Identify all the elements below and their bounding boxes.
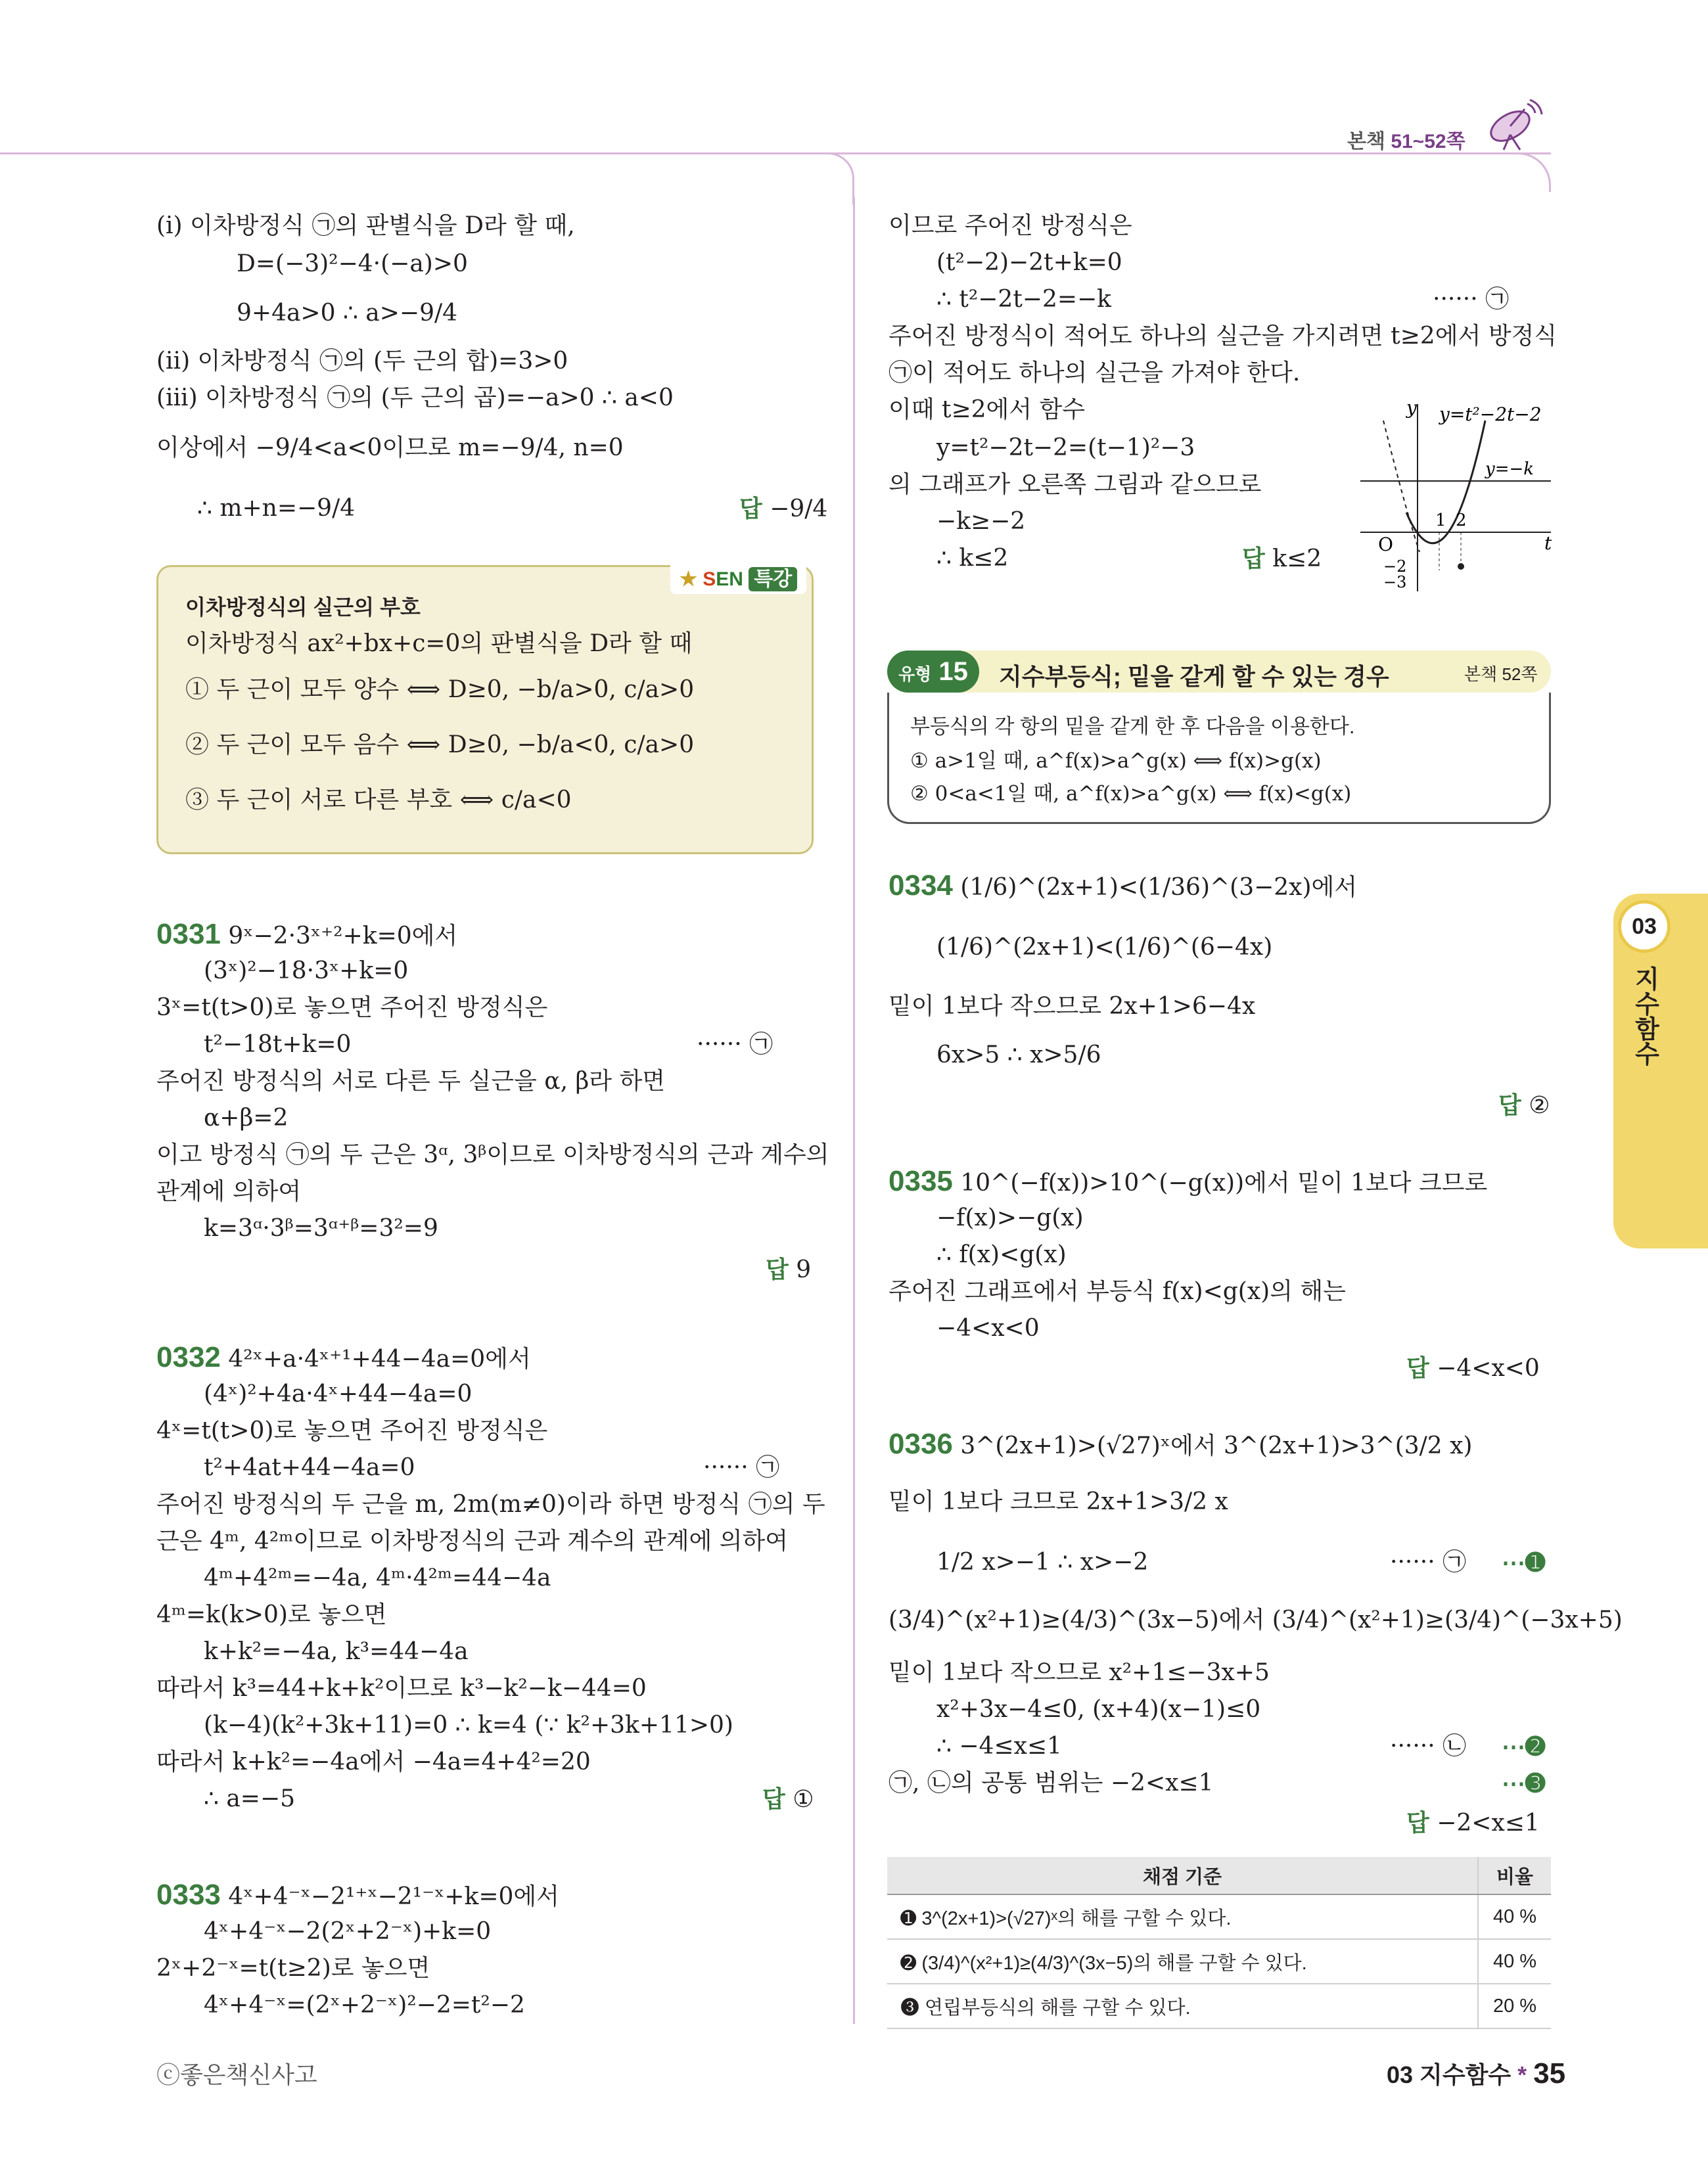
problem-number: 0333 [156, 1879, 221, 1911]
solution-line: −4<x<0 [936, 1315, 1040, 1342]
type-line: ① a>1일 때, a^f(x)>a^g(x) ⟺ f(x)>g(x) [910, 749, 1322, 773]
curve-label: y=t²−2t−2 [1439, 403, 1542, 425]
answer-0335 [1406, 1354, 1540, 1383]
answer-value: ② [1529, 1092, 1550, 1119]
right-line: ∴ k≤2 [936, 545, 1009, 572]
solution-line: ㉠, ㉡의 공통 범위는 −2<x≤1 [889, 1770, 1214, 1796]
solution-line: t²−18t+k=0 [204, 1031, 352, 1058]
criterion-cell: ➋ (3/4)^(x²+1)≥(4/3)^(3x−5)의 해를 구할 수 있다. [887, 1939, 1478, 1984]
answer-value: −9/4 [770, 495, 828, 522]
badge-s: S [703, 568, 716, 590]
box-title: 이차방정식의 실근의 부호 [185, 595, 421, 619]
answer-mark-icon: 답 [1498, 1091, 1521, 1119]
right-line: y=t²−2t−2=(t−1)²−3 [936, 434, 1195, 461]
answer-mark-icon: 답 [739, 495, 762, 522]
star-icon: ★ [680, 568, 697, 590]
step-marker: ⋯➊ [1502, 1549, 1546, 1576]
badge-en: EN [716, 568, 743, 590]
chapter-label: 지수함수 [1630, 966, 1658, 1066]
solution-line: 관계에 의하여 [156, 1178, 302, 1205]
tick-label: −3 [1383, 573, 1407, 591]
right-line: −k≥−2 [936, 508, 1026, 535]
chapter-number: 03 [1618, 900, 1671, 953]
solution-line: 주어진 그래프에서 부등식 f(x)<g(x)의 해는 [889, 1278, 1346, 1305]
right-line: ∴ t²−2t−2=−k [936, 286, 1111, 313]
answer-top [739, 494, 827, 524]
left-line: 9+4a>0 ∴ a>−9/4 [237, 300, 458, 327]
column-rule-corner [815, 152, 854, 205]
solution-line: 3^(2x+1)>(√27)ˣ에서 3^(2x+1)>3^(3/2 x) [960, 1432, 1473, 1459]
solution-line: 근은 4ᵐ, 4²ᵐ이므로 이차방정식의 근과 계수의 관계에 의하여 [156, 1528, 789, 1555]
solution-line: 밑이 1보다 작으므로 x²+1≤−3x+5 [889, 1659, 1270, 1686]
solution-line: 4ˣ+4⁻ˣ−2(2ˣ+2⁻ˣ)+k=0 [204, 1918, 492, 1945]
left-line: D=(−3)²−4·(−a)>0 [237, 250, 468, 277]
problem-number: 0331 [156, 918, 221, 950]
left-line: 이상에서 −9/4<a<0이므로 m=−9/4, n=0 [156, 434, 624, 461]
equation-mark: ······ ㉡ [1390, 1733, 1467, 1760]
solution-line: x²+3x−4≤0, (x+4)(x−1)≤0 [936, 1696, 1261, 1723]
solution-line: 밑이 1보다 작으므로 2x+1>6−4x [889, 993, 1256, 1020]
solution-line: 9ˣ−2·3ˣ⁺²+k=0에서 [228, 923, 458, 949]
solution-line: 4ˣ+4⁻ˣ−2¹⁺ˣ−2¹⁻ˣ+k=0에서 [228, 1883, 559, 1910]
answer-value: ① [793, 1786, 814, 1813]
solution-line: (1/6)^(2x+1)<(1/36)^(3−2x)에서 [960, 874, 1358, 901]
answer-value: 9 [796, 1256, 812, 1283]
footer-chapter: 03 지수함수 [1387, 2061, 1512, 2088]
answer-mark-icon: 답 [1406, 1354, 1429, 1382]
scoring-header [887, 1857, 1551, 1894]
header-rule-corner [1485, 152, 1551, 192]
right-line: 주어진 방정식이 적어도 하나의 실근을 가지려면 t≥2에서 방정식 [889, 323, 1558, 350]
problem-0332 [156, 1343, 531, 1374]
right-line: ㉠이 적어도 하나의 실근을 가져야 한다. [889, 359, 1301, 386]
answer-0331 [766, 1255, 811, 1285]
footer-star: * [1517, 2061, 1527, 2088]
left-line: ∴ m+n=−9/4 [197, 495, 356, 522]
tick-label: 1 [1435, 511, 1446, 530]
answer-0332 [762, 1785, 814, 1814]
table-row [887, 1939, 1551, 1984]
parabola-graph [1354, 394, 1564, 605]
header-ratio: 비율 [1478, 1857, 1551, 1894]
answer-value: −4<x<0 [1437, 1355, 1540, 1382]
criterion-cell: ➊ 3^(2x+1)>(√27)ˣ의 해를 구할 수 있다. [887, 1894, 1478, 1939]
y-axis-label: y [1406, 397, 1417, 419]
type-tag: 유형 [898, 664, 932, 684]
right-line: 이때 t≥2에서 함수 [889, 396, 1086, 423]
equation-mark: ······ ㉠ [1433, 286, 1510, 313]
header-ref-prefix: 본책 [1347, 131, 1385, 152]
solution-line: 3ˣ=t(t>0)로 놓으면 주어진 방정식은 [156, 994, 548, 1021]
type-badge [887, 651, 979, 693]
ratio-cell: 20 % [1478, 1984, 1551, 2028]
problem-0335 [889, 1167, 1487, 1198]
left-line: (ⅰ) 이차방정식 ㉠의 판별식을 D라 할 때, [156, 212, 575, 239]
solution-line: 6x>5 ∴ x>5/6 [936, 1041, 1101, 1068]
solution-line: 4²ˣ+a·4ˣ⁺¹+44−4a=0에서 [228, 1346, 531, 1373]
step-marker: ⋯➌ [1502, 1770, 1546, 1797]
answer-mark-icon: 답 [1406, 1809, 1429, 1837]
t-axis-label: t [1544, 532, 1552, 554]
ratio-cell: 40 % [1478, 1894, 1551, 1939]
type-number: 15 [938, 657, 968, 686]
solution-line: 2ˣ+2⁻ˣ=t(t≥2)로 놓으면 [156, 1955, 430, 1982]
solution-line: α+β=2 [204, 1105, 289, 1132]
box-line: ② 두 근이 모두 음수 ⟺ D≥0, −b/a<0, c/a>0 [185, 731, 695, 758]
solution-line: 밑이 1보다 크므로 2x+1>3/2 x [889, 1488, 1228, 1515]
right-line: 이므로 주어진 방정식은 [889, 212, 1132, 239]
header-rule [0, 152, 1551, 154]
point-marker [1458, 563, 1464, 570]
solution-line: −f(x)>−g(x) [936, 1204, 1084, 1231]
solution-line: 주어진 방정식의 서로 다른 두 실근을 α, β라 하면 [156, 1068, 666, 1095]
satellite-dish-icon [1484, 99, 1543, 151]
solution-line: 10^(−f(x))>10^(−g(x))에서 밑이 1보다 크므로 [960, 1170, 1488, 1197]
solution-line: ∴ f(x)<g(x) [936, 1241, 1067, 1268]
solution-line: ∴ a=−5 [204, 1785, 296, 1812]
problem-0333 [156, 1881, 559, 1911]
tick-label: −2 [1383, 557, 1407, 576]
right-line: (t²−2)−2t+k=0 [936, 249, 1122, 276]
solution-line: 4ˣ+4⁻ˣ=(2ˣ+2⁻ˣ)²−2=t²−2 [204, 1992, 525, 2019]
problem-number: 0332 [156, 1341, 221, 1373]
tick-label: 2 [1456, 511, 1467, 530]
table-row [887, 1894, 1551, 1939]
criterion-cell: ➌ 연립부등식의 해를 구할 수 있다. [887, 1984, 1478, 2028]
solution-line: 주어진 방정식의 두 근을 m, 2m(m≠0)이라 하면 방정식 ㉠의 두 [156, 1491, 825, 1518]
table-row [887, 1984, 1551, 2028]
solution-line: (4ˣ)²+4a·4ˣ+44−4a=0 [204, 1381, 473, 1407]
equation-mark: ······ ㉠ [1390, 1549, 1467, 1576]
answer-mark-icon: 답 [1242, 545, 1265, 572]
solution-line: 따라서 k+k²=−4a에서 −4a=4+4²=20 [156, 1749, 591, 1775]
problem-0331 [156, 920, 457, 951]
left-line: (ⅱ) 이차방정식 ㉠의 (두 근의 합)=3>0 [156, 348, 568, 375]
type-line: 부등식의 각 항의 밑을 같게 한 후 다음을 이용한다. [910, 715, 1355, 738]
problem-number: 0335 [889, 1165, 953, 1197]
header-criterion: 채점 기준 [887, 1857, 1478, 1894]
page-number: 35 [1533, 2057, 1566, 2090]
type-ref: 본책 52쪽 [1464, 664, 1538, 684]
left-line: (ⅲ) 이차방정식 ㉠의 (두 근의 곱)=−a>0 ∴ a<0 [156, 384, 674, 411]
solution-line: (1/6)^(2x+1)<(1/6)^(6−4x) [936, 934, 1273, 961]
answer-0333 [1242, 544, 1322, 574]
header-page-ref [1347, 125, 1466, 154]
scoring-table [887, 1857, 1551, 2029]
copyright: ⓒ좋은책신사고 [156, 2061, 317, 2088]
equation-mark: ······ ㉠ [697, 1031, 773, 1058]
solution-line: (k−4)(k²+3k+11)=0 ∴ k=4 (∵ k²+3k+11>0) [204, 1712, 733, 1739]
solution-line: 이고 방정식 ㉠의 두 근은 3ᵅ, 3ᵝ이므로 이차방정식의 근과 계수의 [156, 1141, 829, 1168]
header-ref-pages: 51~52쪽 [1391, 131, 1466, 152]
solution-line: 따라서 k³=44+k+k²이므로 k³−k²−k−44=0 [156, 1675, 647, 1702]
badge-tag: 특강 [749, 567, 797, 591]
solution-line: k+k²=−4a, k³=44−4a [204, 1638, 469, 1665]
type-title: 지수부등식; 밑을 같게 할 수 있는 경우 [999, 663, 1389, 690]
answer-0336 [1406, 1808, 1540, 1838]
line-label: y=−k [1485, 459, 1535, 479]
box-line: ③ 두 근이 서로 다른 부호 ⟺ c/a<0 [185, 787, 572, 813]
column-divider [853, 197, 855, 2024]
solution-line: t²+4at+44−4a=0 [204, 1454, 415, 1481]
solution-line: 4ᵐ=k(k>0)로 놓으면 [156, 1601, 387, 1628]
solution-line: 4ᵐ+4²ᵐ=−4a, 4ᵐ·4²ᵐ=44−4a [204, 1565, 551, 1591]
problem-number: 0336 [889, 1428, 953, 1460]
ratio-cell: 40 % [1478, 1939, 1551, 1984]
answer-mark-icon: 답 [762, 1785, 785, 1813]
problem-number: 0334 [889, 869, 953, 902]
answer-value: −2<x≤1 [1437, 1810, 1540, 1837]
answer-mark-icon: 답 [766, 1256, 789, 1283]
solution-line: 1/2 x>−1 ∴ x>−2 [936, 1549, 1149, 1576]
solution-line: k=3ᵅ·3ᵝ=3ᵅ⁺ᵝ=3²=9 [204, 1215, 438, 1242]
equation-mark: ······ ㉠ [703, 1454, 780, 1481]
type-line: ② 0<a<1일 때, a^f(x)>a^g(x) ⟺ f(x)<g(x) [910, 782, 1352, 806]
sen-badge [670, 560, 806, 594]
problem-0336 [889, 1430, 1472, 1461]
box-line: 이차방정식 ax²+bx+c=0의 판별식을 D라 할 때 [185, 630, 693, 657]
solution-line: (3ˣ)²−18·3ˣ+k=0 [204, 957, 409, 984]
step-marker: ⋯➋ [1502, 1733, 1546, 1760]
origin-label: O [1378, 534, 1393, 555]
answer-value: k≤2 [1272, 545, 1322, 572]
problem-0334 [889, 871, 1357, 902]
solution-line: ∴ −4≤x≤1 [936, 1733, 1062, 1760]
right-line: 의 그래프가 오른쪽 그림과 같으므로 [889, 471, 1262, 498]
box-line: ① 두 근이 모두 양수 ⟺ D≥0, −b/a>0, c/a>0 [185, 676, 695, 703]
solution-line: 4ˣ=t(t>0)로 놓으면 주어진 방정식은 [156, 1417, 548, 1444]
answer-0334 [1498, 1091, 1550, 1120]
solution-line: (3/4)^(x²+1)≥(4/3)^(3x−5)에서 (3/4)^(x²+1)≥(3/4)^(−3x+5) [889, 1607, 1623, 1634]
footer-page-info [1387, 2057, 1565, 2090]
